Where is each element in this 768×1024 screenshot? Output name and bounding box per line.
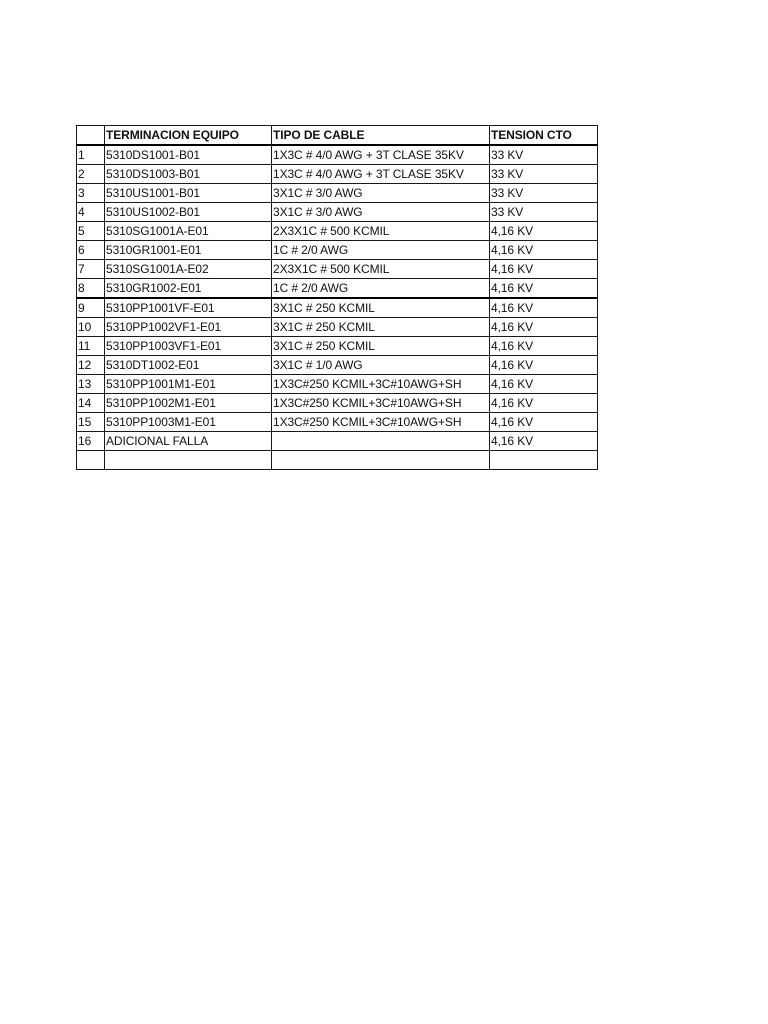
cell-tension-cto: 4,16 KV <box>490 241 598 260</box>
row-number: 16 <box>77 432 105 451</box>
table-row <box>77 337 598 356</box>
row-number: 8 <box>77 279 105 299</box>
cell-tipo-de-cable: 1X3C # 4/0 AWG + 3T CLASE 35KV <box>272 165 490 184</box>
row-number: 3 <box>77 184 105 203</box>
cell-tipo-de-cable: 3X1C # 1/0 AWG <box>272 356 490 375</box>
row-number: 13 <box>77 375 105 394</box>
cell-terminacion-equipo: 5310DS1003-B01 <box>105 165 272 184</box>
cell-tipo-de-cable: 2X3X1C # 500 KCMIL <box>272 260 490 279</box>
cell-tipo-de-cable <box>272 451 490 470</box>
cell-terminacion-equipo: 5310PP1001VF-E01 <box>105 298 272 318</box>
header-tension-cto: TENSION CTO <box>490 126 598 146</box>
cell-tension-cto: 4,16 KV <box>490 222 598 241</box>
row-number: 1 <box>77 145 105 165</box>
cell-tension-cto: 4,16 KV <box>490 260 598 279</box>
cell-terminacion-equipo: 5310PP1003VF1-E01 <box>105 337 272 356</box>
table-row <box>77 451 598 470</box>
row-number: 9 <box>77 298 105 318</box>
row-number: 12 <box>77 356 105 375</box>
cell-terminacion-equipo: 5310DS1001-B01 <box>105 145 272 165</box>
cell-terminacion-equipo: 5310PP1002VF1-E01 <box>105 318 272 337</box>
table-row <box>77 356 598 375</box>
table-row <box>77 184 598 203</box>
cell-tipo-de-cable: 3X1C # 250 KCMIL <box>272 298 490 318</box>
cell-terminacion-equipo: 5310GR1002-E01 <box>105 279 272 299</box>
cell-tension-cto: 4,16 KV <box>490 375 598 394</box>
cable-termination-table <box>76 125 598 470</box>
cell-terminacion-equipo: 5310PP1001M1-E01 <box>105 375 272 394</box>
cell-tipo-de-cable: 3X1C # 250 KCMIL <box>272 318 490 337</box>
cell-tension-cto: 33 KV <box>490 184 598 203</box>
cell-tension-cto <box>490 451 598 470</box>
cell-tipo-de-cable: 3X1C # 250 KCMIL <box>272 337 490 356</box>
cell-tipo-de-cable: 1X3C#250 KCMIL+3C#10AWG+SH <box>272 375 490 394</box>
cell-tension-cto: 33 KV <box>490 165 598 184</box>
row-number <box>77 451 105 470</box>
cell-tension-cto: 33 KV <box>490 145 598 165</box>
table-row <box>77 432 598 451</box>
cell-terminacion-equipo <box>105 451 272 470</box>
cell-terminacion-equipo: 5310US1002-B01 <box>105 203 272 222</box>
row-number: 14 <box>77 394 105 413</box>
table-row <box>77 203 598 222</box>
header-terminacion-equipo: TERMINACION EQUIPO <box>105 126 272 146</box>
cell-tipo-de-cable: 1X3C#250 KCMIL+3C#10AWG+SH <box>272 394 490 413</box>
cell-tension-cto: 4,16 KV <box>490 413 598 432</box>
cell-tension-cto: 4,16 KV <box>490 279 598 299</box>
cell-tipo-de-cable <box>272 432 490 451</box>
cell-tension-cto: 4,16 KV <box>490 337 598 356</box>
header-num <box>77 126 105 146</box>
table-row <box>77 375 598 394</box>
row-number: 7 <box>77 260 105 279</box>
table-row <box>77 145 598 165</box>
table-row <box>77 298 598 318</box>
table-row <box>77 394 598 413</box>
cell-terminacion-equipo: 5310GR1001-E01 <box>105 241 272 260</box>
header-tipo-de-cable: TIPO DE CABLE <box>272 126 490 146</box>
cell-tipo-de-cable: 1C # 2/0 AWG <box>272 279 490 299</box>
cell-tipo-de-cable: 1X3C#250 KCMIL+3C#10AWG+SH <box>272 413 490 432</box>
table-row <box>77 279 598 299</box>
table-header-row <box>77 126 598 146</box>
cell-tipo-de-cable: 1C # 2/0 AWG <box>272 241 490 260</box>
cell-tipo-de-cable: 2X3X1C # 500 KCMIL <box>272 222 490 241</box>
cell-tension-cto: 4,16 KV <box>490 298 598 318</box>
cell-terminacion-equipo: 5310PP1002M1-E01 <box>105 394 272 413</box>
cell-tipo-de-cable: 3X1C # 3/0 AWG <box>272 184 490 203</box>
cell-tension-cto: 4,16 KV <box>490 318 598 337</box>
row-number: 10 <box>77 318 105 337</box>
table-row <box>77 222 598 241</box>
row-number: 11 <box>77 337 105 356</box>
cell-tension-cto: 4,16 KV <box>490 394 598 413</box>
cell-terminacion-equipo: 5310DT1002-E01 <box>105 356 272 375</box>
cell-terminacion-equipo: 5310SG1001A-E01 <box>105 222 272 241</box>
row-number: 5 <box>77 222 105 241</box>
row-number: 15 <box>77 413 105 432</box>
row-number: 6 <box>77 241 105 260</box>
table-row <box>77 165 598 184</box>
table-row <box>77 260 598 279</box>
cell-terminacion-equipo: 5310PP1003M1-E01 <box>105 413 272 432</box>
cell-terminacion-equipo: ADICIONAL FALLA <box>105 432 272 451</box>
table-body <box>77 145 598 470</box>
table-row <box>77 413 598 432</box>
cell-tipo-de-cable: 3X1C # 3/0 AWG <box>272 203 490 222</box>
row-number: 4 <box>77 203 105 222</box>
row-number: 2 <box>77 165 105 184</box>
table-row <box>77 318 598 337</box>
table-row <box>77 241 598 260</box>
cell-tipo-de-cable: 1X3C # 4/0 AWG + 3T CLASE 35KV <box>272 145 490 165</box>
cell-tension-cto: 33 KV <box>490 203 598 222</box>
cell-terminacion-equipo: 5310US1001-B01 <box>105 184 272 203</box>
cell-terminacion-equipo: 5310SG1001A-E02 <box>105 260 272 279</box>
cell-tension-cto: 4,16 KV <box>490 356 598 375</box>
cell-tension-cto: 4,16 KV <box>490 432 598 451</box>
